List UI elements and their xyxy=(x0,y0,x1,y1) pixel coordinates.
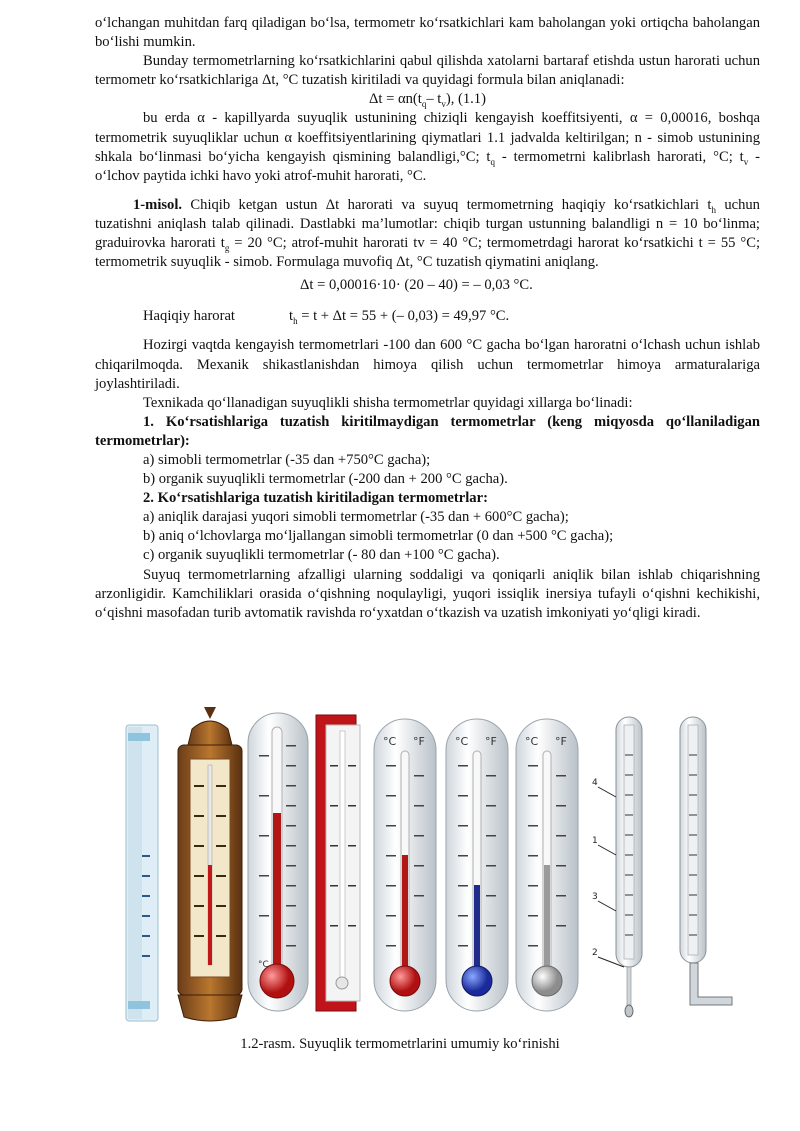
paragraph-intro: o‘lchangan muhitdan farq qiladigan bo‘lsa, termometr ko‘rsatkichlari kam baholangan yoki ortiqcha baholangan bo‘lishi mumkin. xyxy=(95,15,760,51)
thermometer-grey-cf xyxy=(516,719,578,1011)
paragraph-modern: Hozirgi vaqtda kengayish termometrlari -100 dan 600 °C gacha bo‘lgan haroratni o‘lchash uchun ishlab chiqarilmoqda. Mexanik shikastlanishdan himoya qilish uchun termometrlar himoya armaturalariga joylashtiriladi. xyxy=(95,337,760,392)
list-item: c) organik suyuqlikli termometrlar (- 80 dan +100 °C gacha). xyxy=(143,547,500,564)
label-3: 3 xyxy=(592,892,598,902)
document-body xyxy=(95,14,760,623)
heading-type-1: 1. Ko‘rsatishlariga tuzatish kiritilmaydigan termometrlar (keng miqyosda qo‘llaniladigan termometrlar): xyxy=(95,413,760,449)
paragraph-types: Texnikada qo‘llanadigan suyuqlikli shisha termometrlar quyidagi xillarga bo‘linadi: xyxy=(143,394,633,411)
label-2: 2 xyxy=(592,948,598,958)
thermometers-figure xyxy=(120,705,760,1025)
unit-c-label: °C xyxy=(525,735,539,748)
paragraph-correction: Bunday termometrlarning ko‘rsatkichlarini qabul qilishda xatolarni bartaraf etishda ustun harorati uchun termometr ko‘rsatkichlariga Δt, °C tuzatish kiritiladi va quyidagi formula bilan aniqlanadi: xyxy=(95,53,760,89)
label-1: 1 xyxy=(592,836,598,846)
thermometer-technical-straight xyxy=(592,717,642,1017)
paragraph-variables: bu erda α - kapillyarda suyuqlik ustunining chiziqli kengayish koeffitsiyenti, α = 0,00016, boshqa termometrik suyuqliklar uchun α koeffitsiyentlarining qiymatlari 1.1 jadvalda keltirilgan; n - simob ustunining shkala bo‘linmasi bo‘yicha kengayish qismining balandligi,°C; $t_q$ - termometrni kalibrlash harorati, °C; $t_v$ - o‘lchov paytida ichki havo yoki atrof-muhit harorati, °C. xyxy=(95,110,760,184)
unit-c-label: °C xyxy=(455,735,469,748)
unit-f-label: °F xyxy=(485,735,497,748)
list-item: b) organik suyuqlikli termometrlar (-200 dan + 200 °C gacha). xyxy=(143,471,508,488)
thermometer-red-large xyxy=(248,713,308,1011)
unit-c-label: °C xyxy=(258,960,269,970)
thermometer-blue-cf xyxy=(446,719,508,1011)
thermometer-technical-angled xyxy=(680,717,732,1005)
heading-type-2: 2. Ko‘rsatishlariga tuzatish kiritiladigan termometrlar: xyxy=(143,490,488,507)
list-item: a) aniqlik darajasi yuqori simobli termometrlar (-35 dan + 600°C gacha); xyxy=(143,509,569,526)
formula-delta: Δt = 0,00016·10· (20 – 40) = – 0,03 °C. xyxy=(300,277,533,294)
thermometer-wooden xyxy=(178,707,242,1021)
list-item: b) aniq o‘lchovlarga mo‘ljallangan simobli termometrlar (0 dan +500 °C gacha); xyxy=(143,528,614,545)
formula-1-1: $\Delta t = \alpha n(t_q-$ $t_v$), (1.1) xyxy=(369,91,486,110)
thermometer-blue-partial xyxy=(126,725,158,1021)
unit-f-label: °F xyxy=(555,735,567,748)
thermometer-red-frame xyxy=(316,715,360,1011)
formula-true-temp: Haqiqiy harorat $t_h = t + \Delta t = 55$ + (– 0,03) = 49,97 °C. xyxy=(143,308,510,327)
unit-c-label: °C xyxy=(383,735,397,748)
thermometer-red-cf xyxy=(374,719,436,1011)
figure-caption: 1.2-rasm. Suyuqlik termometrlarini umumiy ko‘rinishi xyxy=(240,1036,560,1052)
label-4: 4 xyxy=(592,778,598,788)
unit-f-label: °F xyxy=(413,735,425,748)
paragraph-pros-cons: Suyuq termometrlarning afzalligi ularning soddaligi va qoniqarli aniqlik bilan ishlab chiqarishning arzonligidir. Kamchiliklari orasida o‘qishning noqulayligi, yuqori issiqlik inersiya tufayli o‘qishni kechikishi, o‘qishni masofadan turib avtomatik ravishda ro‘yxatdan o‘tkazish va uzatish imkoniyati yo‘qligi kiradi. xyxy=(95,566,760,621)
example-1: 1-misol. Chiqib ketgan ustun Δt harorati va suyuq termometrning haqiqiy ko‘rsatkichlari $t_h$ uchun tuzatishni aniqlash talab qilinadi. Dastlabki ma’lumotlar: chiqib turgan ustunning balandligi n = 10 bo‘linma; graduirovka harorati $t_g = 20$ °C; atrof-muhit harorati tv = 40 °C; termometrdagi harorat ko‘rsatkichi t = 55 °C; termometrik suyuqlik - simob. Formulaga muvofiq Δt, °C tuzatish qiymatini aniqlang. xyxy=(95,196,760,271)
list-item: a) simobli termometrlar (-35 dan +750°C gacha); xyxy=(143,451,431,468)
